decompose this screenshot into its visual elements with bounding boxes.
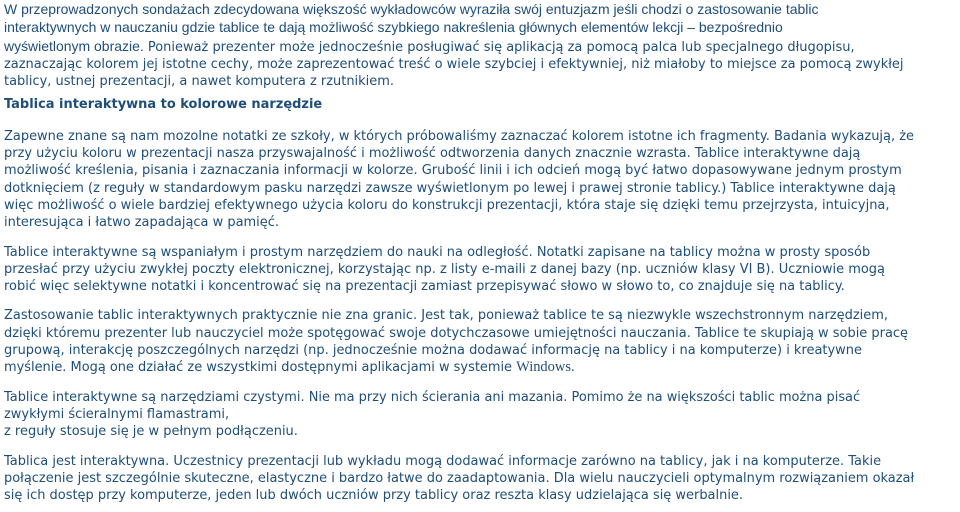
intro-line-3: wyświetlonym obrazie. Ponieważ prezenter może jednocześnie posługiwać się aplikacją za pomocą palca lub specjalnego długopisu, xyxy=(4,37,855,55)
paragraph-line: się ich dostęp przy komputerze, jeden lub dwóch uczniów przy tablicy oraz reszta klasy udzielająca się werbalnie. xyxy=(4,488,744,504)
paragraph-clean-tools xyxy=(4,389,956,441)
paragraph-color xyxy=(4,128,956,232)
paragraph-line: przesłać przy użyciu zwykłej poczty elektronicznej, korzystając np. z listy e-maili z danej bazy (np. uczniów klasy VI B). Uczniowie mogą xyxy=(4,261,885,277)
paragraph-line: interesująca i łatwo zapadająca w pamięć. xyxy=(4,215,279,231)
intro-line-5: tablicy, ustnej prezentacji, a nawet komputera z rzutnikiem. xyxy=(4,74,394,90)
paragraph-line: Tablice interaktywne są wspaniałym i prostym narzędziem do nauki na odległość. Notatki zapisane na tablicy można w prosty sposób xyxy=(4,244,871,260)
intro-paragraph xyxy=(4,1,956,90)
paragraph-line: myślenie. Mogą one działać ze wszystkimi dostępnymi aplikacjami w systemie Windows. xyxy=(4,359,575,376)
paragraph-line: Zastosowanie tablic interaktywnych praktycznie nie zna granic. Jest tak, ponieważ tablice te są niezwykle wszechstronnym narzędziem, xyxy=(4,308,888,324)
paragraph-interactive xyxy=(4,453,956,505)
paragraph-line: zwykłymi ścieralnymi flamastrami, xyxy=(4,406,230,422)
paragraph-line: z reguły stosuje się je w pełnym podłączeniu. xyxy=(4,424,298,440)
document-body xyxy=(0,1,960,504)
paragraph-distance-learning xyxy=(4,244,956,296)
paragraph-line: możliwość kreślenia, pisania i zaznaczania informacji w kolorze. Grubość linii i ich odcień mogą być łatwo dopasowywane jednym prostym xyxy=(4,163,902,179)
paragraph-line: Tablica jest interaktywna. Uczestnicy prezentacji lub wykładu mogą dodawać informacje zarówno na tablicy, jak i na komputerze. Takie xyxy=(4,453,882,469)
paragraph-line: połączenie jest szczególnie skuteczne, elastyczne i bardzo łatwe do zaadaptowania. Dla wielu nauczycieli optymalnym rozwiązaniem okazał xyxy=(4,470,915,486)
paragraph-line: grupową, interakcję poszczególnych narzędzi (np. jednocześnie można dodawać informację na tablicy i na komputerze) i kreatywne xyxy=(4,343,862,359)
intro-line-1: W przeprowadzonych sondażach zdecydowana większość wykładowców wyraziła swój entuzjazm jeśli chodzi o zastosowanie tablic xyxy=(4,1,819,17)
section-heading: Tablica interaktywna to kolorowe narzędzie xyxy=(4,97,323,113)
paragraph-line: dotknięciem (z reguły w standardowym pasku narzędzi zawsze wyświetlonym po lewej i prawej stronie tablicy.) Tablice interaktywne dają xyxy=(4,180,896,196)
paragraph-line: przy użyciu koloru w prezentacji nasza przyswajalność i możliwość odtworzenia danych znacznie wzrasta. Tablice interaktywne dają xyxy=(4,146,861,162)
paragraph-line: Tablice interaktywne są narzędziami czystymi. Nie ma przy nich ścierania ani mazania. Pomimo że na większości tablic można pisać xyxy=(4,389,861,405)
paragraph-applications xyxy=(4,307,956,376)
intro-line-2: interaktywnych w nauczaniu gdzie tablice te dają możliwość szybkiego nakreślenia głównych elementów lekcji – bezpośrednio xyxy=(4,19,783,36)
intro-line-4: zaznaczając kolorem jej istotne cechy, może zaprezentować treść o wiele szybciej i efektywniej, niż miałoby to miejsce za pomocą zwykłej xyxy=(4,56,904,72)
paragraph-line: więc możliwość o wiele bardziej efektywnego użycia koloru do konstrukcji prezentacji, która staje się dzięki temu przejrzysta, intuicyjna, xyxy=(4,197,890,213)
paragraph-line: Zapewne znane są nam mozolne notatki ze szkoły, w których próbowaliśmy zaznaczać kolorem istotne ich fragmenty. Badania wykazują, że xyxy=(4,128,915,144)
paragraph-line: robić więc selektywne notatki i koncentrować się na prezentacji zamiast przepisywać słowo w słowo to, co znajduje się na tablicy. xyxy=(4,279,845,295)
paragraph-line: dzięki któremu prezenter lub nauczyciel może spotęgować swoje dotychczasowe umiejętności nauczania. Tablice te skupiają w sobie pracę xyxy=(4,325,909,341)
